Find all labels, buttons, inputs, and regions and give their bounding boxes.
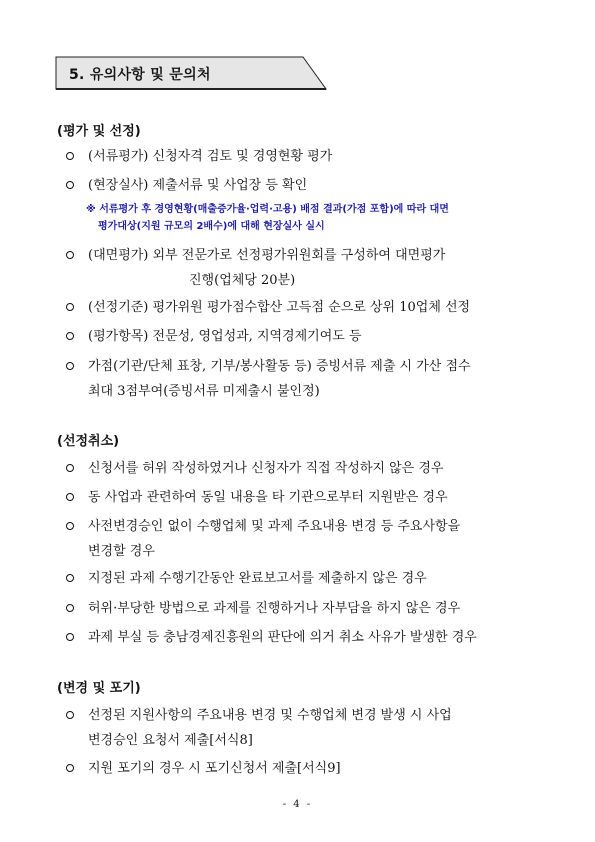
- note-evaluation: ※ 서류평가 후 경영현황(매출증가율·업력·고용) 배점 결과(가점 포함)에 따라 대면 평가대상(지원 규모의 2배수)에 대해 현장실사 실시: [86, 204, 449, 232]
- circle-bullet-icon: [66, 604, 74, 612]
- circle-bullet-icon: [66, 711, 74, 719]
- circle-bullet-icon: [66, 764, 74, 772]
- circle-bullet-icon: [66, 251, 74, 259]
- circle-bullet-icon: [66, 493, 74, 501]
- circle-bullet-icon: [66, 181, 74, 189]
- page-number: - 4 -: [282, 799, 313, 810]
- circle-bullet-icon: [66, 522, 74, 530]
- heading-evaluation: (평가 및 선정): [57, 124, 141, 139]
- heading-cancellation: (선정취소): [57, 434, 120, 449]
- section-title-box: [55, 56, 327, 90]
- circle-bullet-icon: [66, 633, 74, 641]
- circle-bullet-icon: [66, 362, 74, 370]
- circle-bullet-icon: [66, 574, 74, 582]
- heading-change-withdrawal: (변경 및 포기): [57, 681, 141, 696]
- circle-bullet-icon: [66, 464, 74, 472]
- section-title: 5. 유의사항 및 문의처: [69, 67, 211, 83]
- circle-bullet-icon: [66, 303, 74, 311]
- circle-bullet-icon: [66, 332, 74, 340]
- circle-bullet-icon: [66, 152, 74, 160]
